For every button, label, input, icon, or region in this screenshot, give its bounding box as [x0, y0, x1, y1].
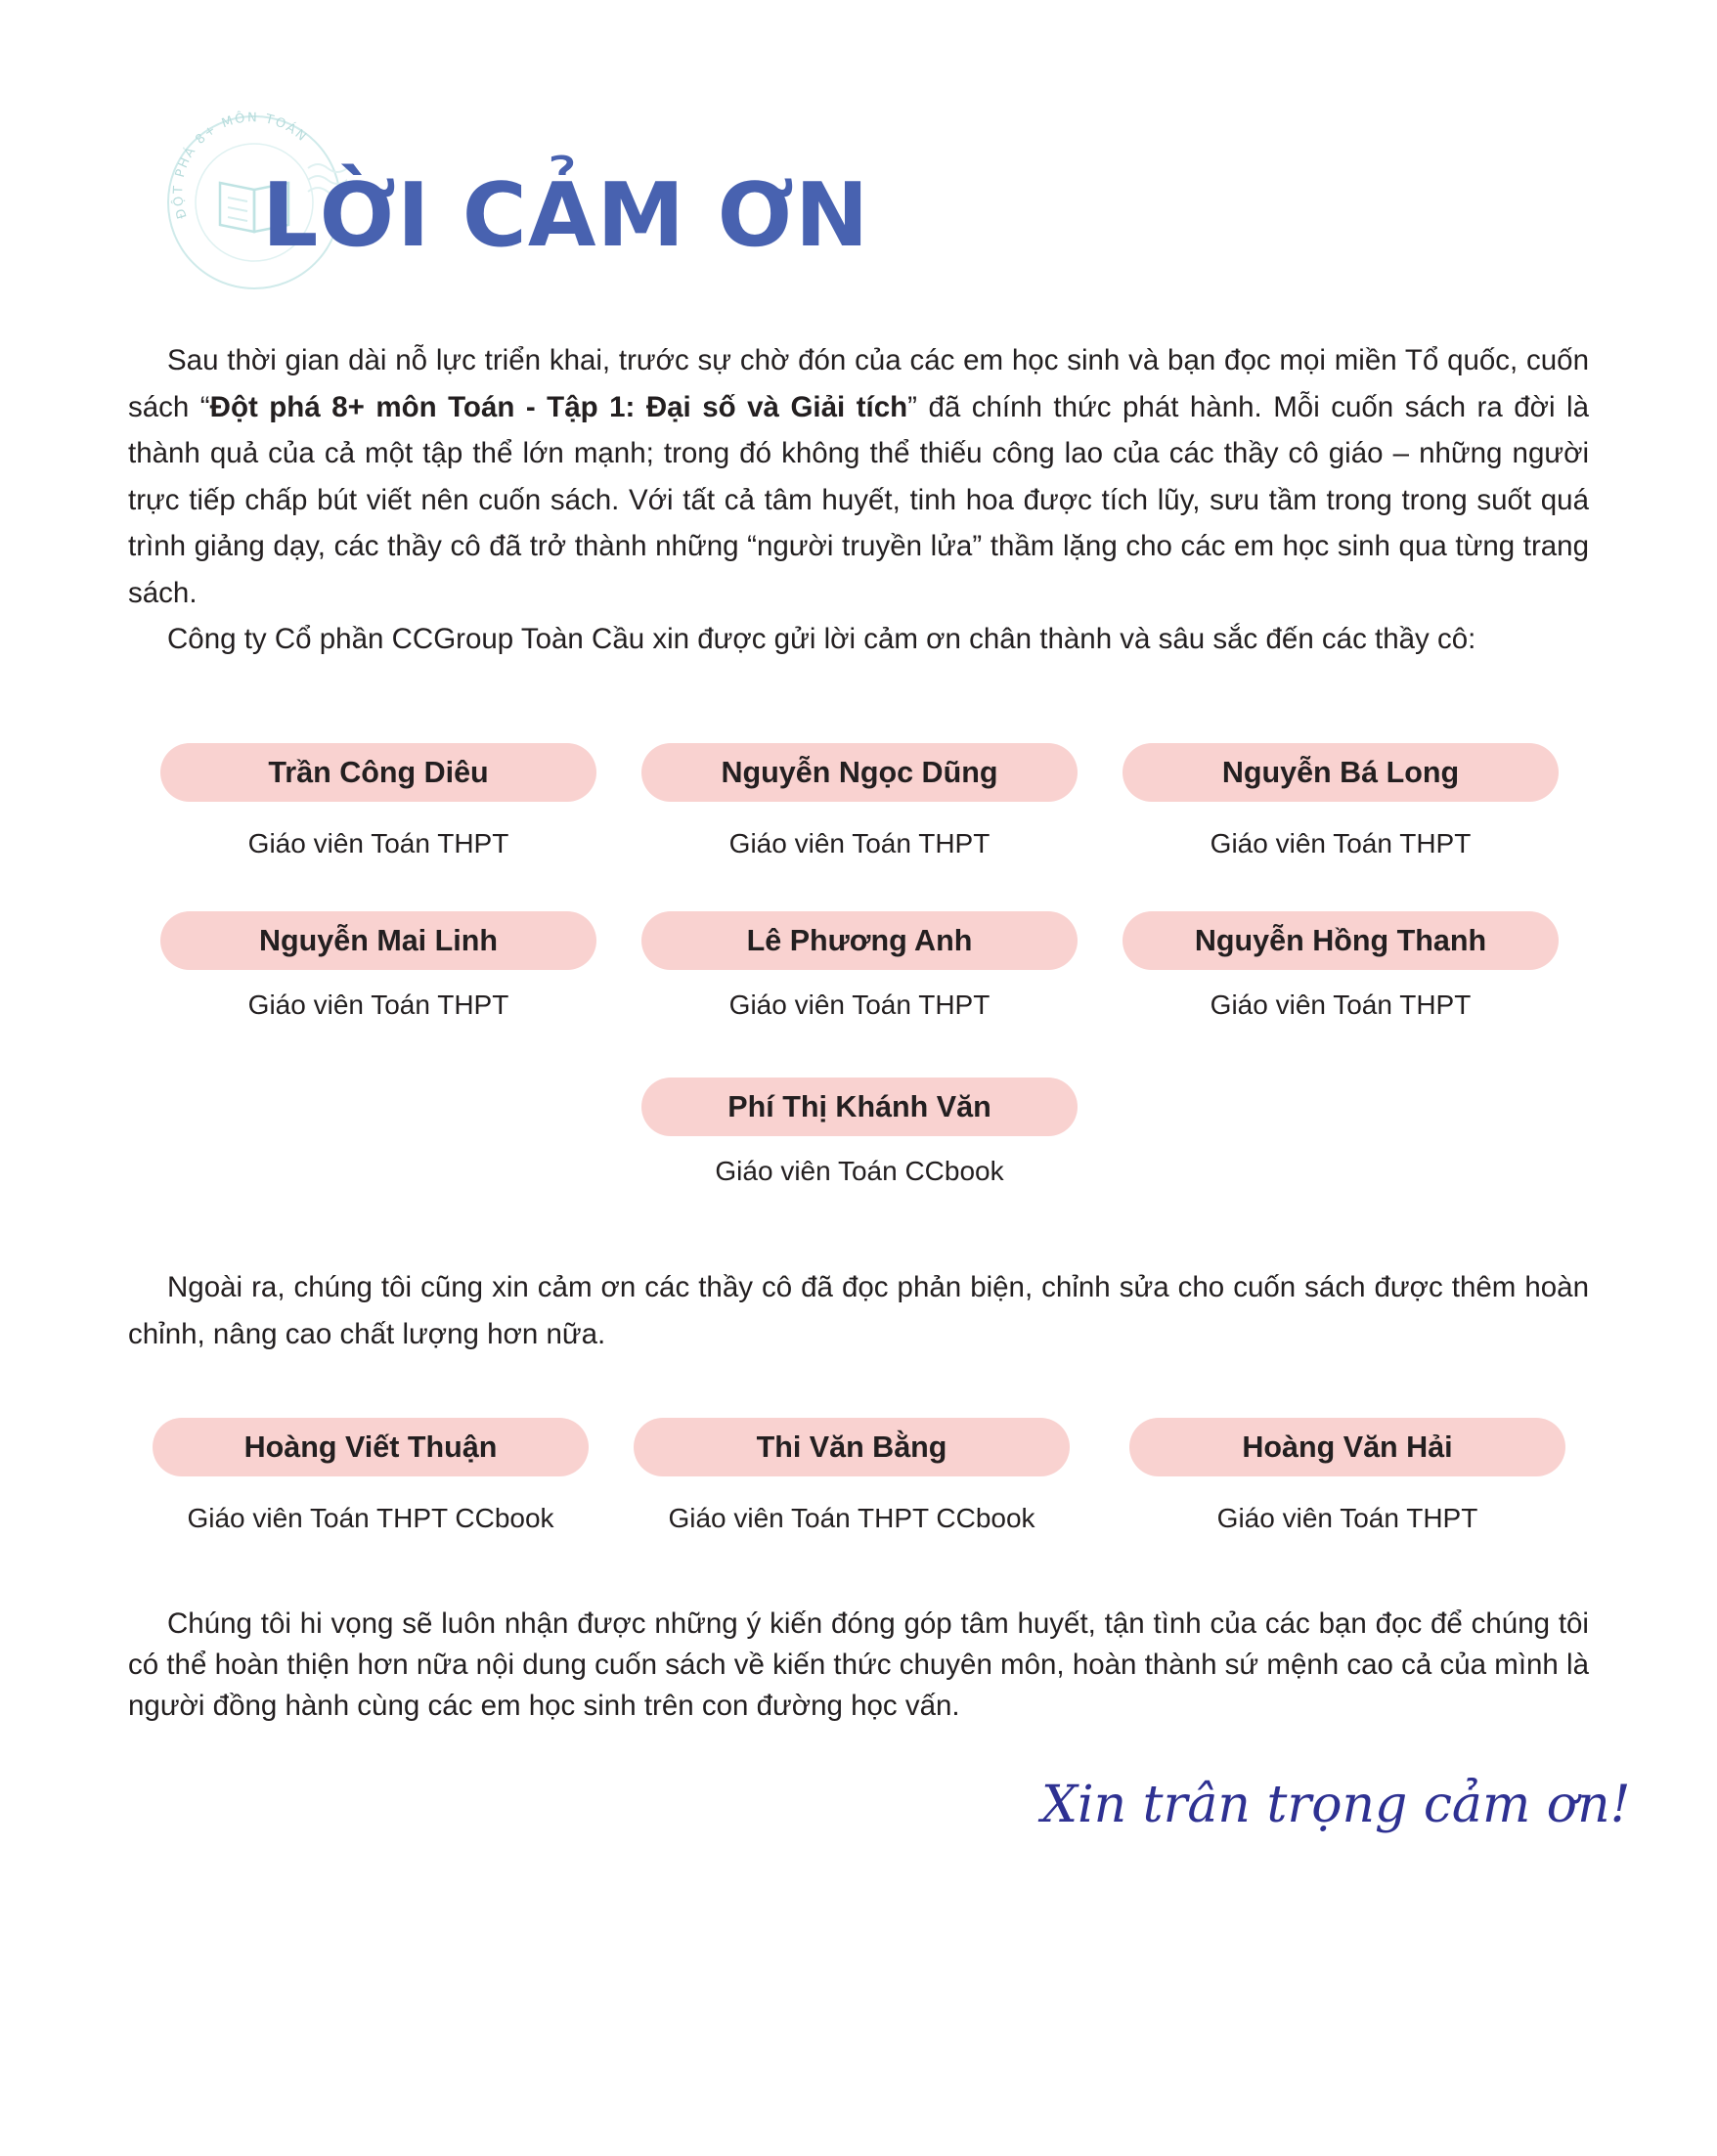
thanks-intro-text: Công ty Cổ phần CCGroup Toàn Cầu xin được gửi lời cảm ơn chân thành và sâu sắc đến các thầy cô:: [167, 623, 1476, 655]
reviewers-intro-paragraph: [128, 1264, 1589, 1357]
reviewer-role: Giáo viên Toán THPT CCbook: [187, 1503, 554, 1533]
author-name: Nguyễn Bá Long: [1123, 743, 1559, 802]
reviewers-intro-text: Ngoài ra, chúng tôi cũng xin cảm ơn các thầy cô đã đọc phản biện, chỉnh sửa cho cuốn sách được thêm hoàn chỉnh, nâng cao chất lượng hơn nữa.: [128, 1271, 1589, 1350]
reviewer-role: Giáo viên Toán THPT CCbook: [668, 1503, 1035, 1533]
author-role: Giáo viên Toán CCbook: [715, 1156, 1004, 1186]
author-card: [641, 743, 1078, 859]
author-name: Lê Phương Anh: [641, 911, 1078, 970]
reviewer-name: Hoàng Viết Thuận: [153, 1418, 589, 1476]
author-card: [641, 911, 1078, 1021]
author-name: Trần Công Diêu: [160, 743, 596, 802]
intro-paragraph: [128, 337, 1589, 663]
author-card: [160, 743, 596, 859]
intro-text-before: Sau thời gian dài nỗ lực triển khai, trước sự chờ đón của các em học sinh và bạn đọc mọi miền Tổ quốc, cuốn sách “: [128, 344, 1589, 423]
intro-text-after: ” đã chính thức phát hành. Mỗi cuốn sách ra đời là thành quả của cả một tập thể lớn mạnh; trong đó không thể thiếu công lao của các thầy cô giáo – những người trực tiếp chấp bút viết nên cuốn sách. Với tất cả tâm huyết, tinh hoa được tích lũy, sưu tầm trong trong suốt quá trình giảng dạy, các thầy cô đã trở thành những “người truyền lửa” thầm lặng cho các em học sinh qua từng trang sách.: [128, 390, 1589, 609]
reviewer-card: [634, 1418, 1070, 1534]
author-name: Nguyễn Ngọc Dũng: [641, 743, 1078, 802]
author-role: Giáo viên Toán THPT: [247, 828, 509, 858]
author-card: [641, 1078, 1078, 1187]
author-name: Nguyễn Mai Linh: [160, 911, 596, 970]
reviewer-card: [153, 1418, 589, 1534]
reviewer-role: Giáo viên Toán THPT: [1216, 1503, 1478, 1533]
author-card: [1123, 743, 1559, 859]
reviewer-card: [1129, 1418, 1565, 1534]
author-name: Nguyễn Hồng Thanh: [1123, 911, 1559, 970]
reviewer-name: Thi Văn Bằng: [634, 1418, 1070, 1476]
reviewer-name: Hoàng Văn Hải: [1129, 1418, 1565, 1476]
closing-text: Chúng tôi hi vọng sẽ luôn nhận được những ý kiến đóng góp tâm huyết, tận tình của các bạn đọc để chúng tôi có thể hoàn thiện hơn nữa nội dung cuốn sách về kiến thức chuyên môn, hoàn thành sứ mệnh cao cả của mình là người đồng hành cùng các em học sinh trên con đường học vấn.: [128, 1607, 1589, 1722]
author-role: Giáo viên Toán THPT: [728, 990, 991, 1020]
book-title: Đột phá 8+ môn Toán - Tập 1: Đại số và Giải tích: [209, 390, 908, 423]
author-role: Giáo viên Toán THPT: [247, 990, 509, 1020]
page-title: LỜI CẢM ƠN: [262, 164, 870, 267]
stamp-text: ĐỘT PHÁ 8+ MÔN TOÁN: [171, 110, 311, 221]
author-card: [160, 911, 596, 1021]
author-role: Giáo viên Toán THPT: [1210, 990, 1472, 1020]
closing-signature: Xin trân trọng cảm ơn!: [1041, 1776, 1631, 1834]
author-role: Giáo viên Toán THPT: [1210, 828, 1472, 858]
author-card: [1123, 911, 1559, 1021]
closing-paragraph: [128, 1604, 1589, 1727]
author-role: Giáo viên Toán THPT: [728, 828, 991, 858]
author-name: Phí Thị Khánh Văn: [641, 1078, 1078, 1136]
